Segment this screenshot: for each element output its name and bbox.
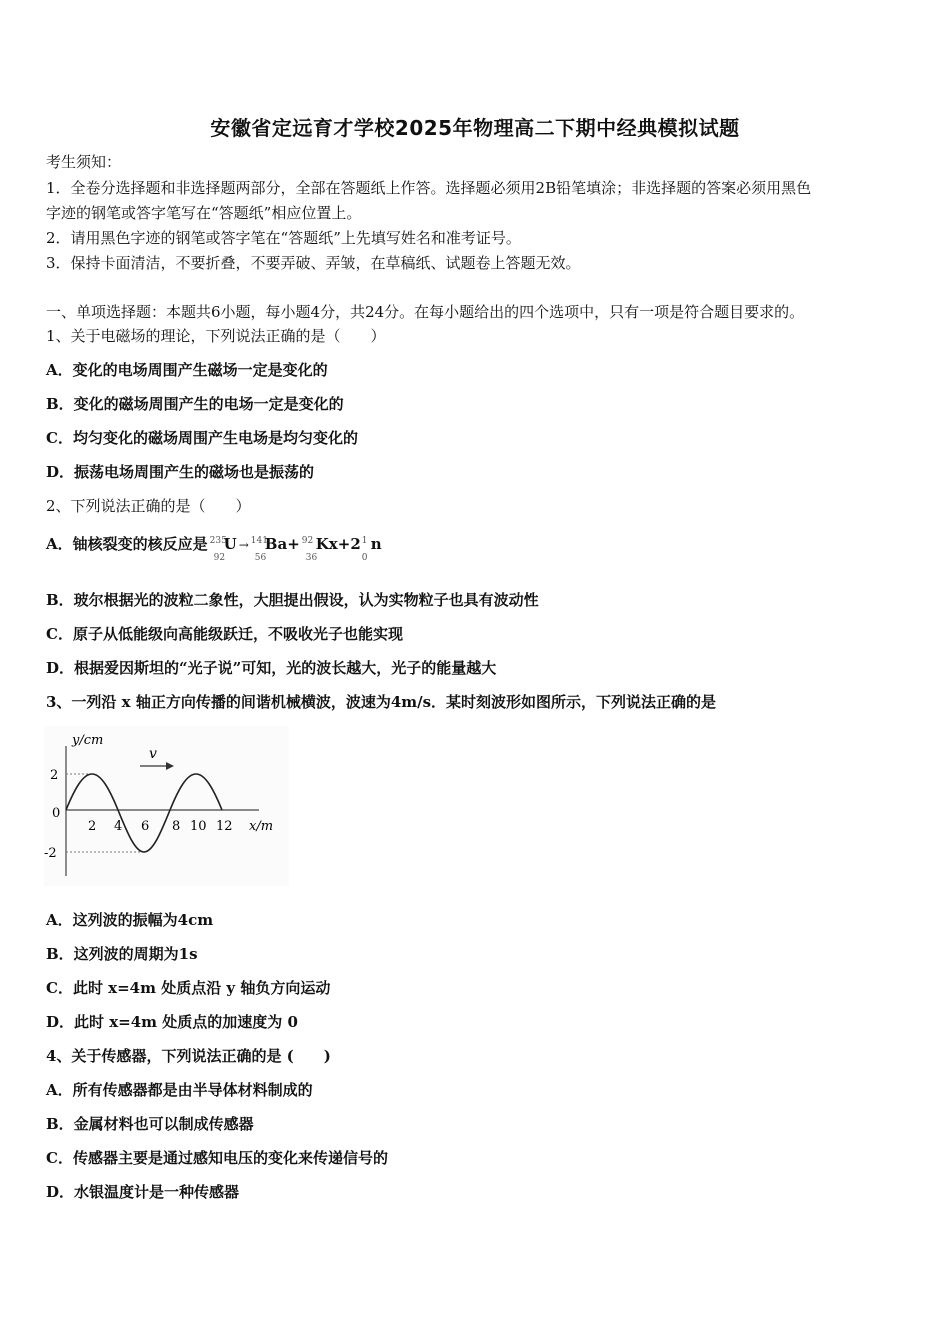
q3-option-c: C．此时 x=4m 处质点沿 y 轴负方向运动: [46, 979, 331, 997]
barium-nucleus: 141 56 Ba+: [250, 535, 300, 563]
v-label: v: [149, 746, 157, 762]
q3-option-a: A．这列波的振幅为4cm: [46, 911, 214, 929]
q1-option-b: B．变化的磁场周围产生的电场一定是变化的: [46, 395, 344, 413]
uranium-nucleus: 235 92 U: [209, 535, 237, 563]
q1-option-c: C．均匀变化的磁场周围产生电场是均匀变化的: [46, 429, 358, 447]
notice-header: 考生须知：: [46, 153, 122, 171]
x-axis-label: x/m: [249, 819, 274, 834]
q1-option-a: A．变化的电场周围产生磁场一定是变化的: [46, 361, 328, 379]
question-1-stem: 1、关于电磁场的理论，下列说法正确的是（ ）: [46, 327, 386, 345]
wave-graph: [44, 726, 289, 886]
x-tick-label: 12: [216, 819, 233, 834]
x-tick-label: 4: [114, 819, 123, 834]
question-4-stem: 4、关于传感器，下列说法正确的是 ( ): [46, 1047, 331, 1065]
page-title: 安徽省定远育才学校2025年物理高二下期中经典模拟试题: [210, 116, 740, 140]
q3-option-b: B．这列波的周期为1s: [46, 945, 198, 963]
q2-option-a-prefix: A．铀核裂变的核反应是: [46, 535, 208, 553]
notice-item: 2．请用黑色字迹的钢笔或答字笔在“答题纸”上先填写姓名和准考证号。: [46, 229, 521, 247]
q4-option-a: A．所有传感器都是由半导体材料制成的: [46, 1081, 313, 1099]
wave-figure: [44, 726, 289, 886]
q1-option-d: D．振荡电场周围产生的磁场也是振荡的: [46, 463, 315, 481]
q2-option-b: B．玻尔根据光的波粒二象性，大胆提出假设，认为实物粒子也具有波动性: [46, 591, 539, 609]
q2-option-c: C．原子从低能级向高能级跃迁，不吸收光子也能实现: [46, 625, 403, 643]
krypton-nucleus: 92 36 Kx+2: [301, 535, 361, 563]
q4-option-b: B．金属材料也可以制成传感器: [46, 1115, 254, 1133]
reaction-arrow: →: [238, 538, 249, 552]
section-heading: 一、单项选择题：本题共6小题，每小题4分，共24分。在每小题给出的四个选项中，只有一项是符合题目要求的。: [46, 303, 805, 321]
question-2-stem: 2、下列说法正确的是（ ）: [46, 497, 251, 515]
notice-item: 字迹的钢笔或答字笔写在“答题纸”相应位置上。: [46, 204, 362, 222]
y-tick-label: 0: [52, 806, 61, 821]
q2-option-a: [46, 534, 382, 563]
x-tick-label: 10: [190, 819, 207, 834]
q2-option-d: D．根据爱因斯坦的“光子说”可知，光的波长越大，光子的能量越大: [46, 659, 497, 677]
x-tick-label: 6: [141, 819, 150, 834]
question-3-stem: 3、一列沿 x 轴正方向传播的间谐机械横波，波速为4m/s．某时刻波形如图所示，下列说法正确的是: [46, 693, 717, 711]
y-tick-label: -2: [44, 846, 57, 861]
notice-item: 3．保持卡面清洁，不要折叠，不要弄破、弄皱，在草稿纸、试题卷上答题无效。: [46, 254, 581, 272]
x-tick-label: 2: [88, 819, 97, 834]
neutron: 1 0 n: [361, 535, 382, 563]
q4-option-c: C．传感器主要是通过感知电压的变化来传递信号的: [46, 1149, 388, 1167]
q3-option-d: D．此时 x=4m 处质点的加速度为 0: [46, 1013, 298, 1031]
y-axis-label: y/cm: [72, 733, 104, 748]
q4-option-d: D．水银温度计是一种传感器: [46, 1183, 240, 1201]
x-tick-label: 8: [172, 819, 181, 834]
notice-item: 1．全卷分选择题和非选择题两部分，全部在答题纸上作答。选择题必须用2B铅笔填涂；非选择题的答案必须用黑色: [46, 179, 812, 197]
y-tick-label: 2: [50, 768, 59, 783]
